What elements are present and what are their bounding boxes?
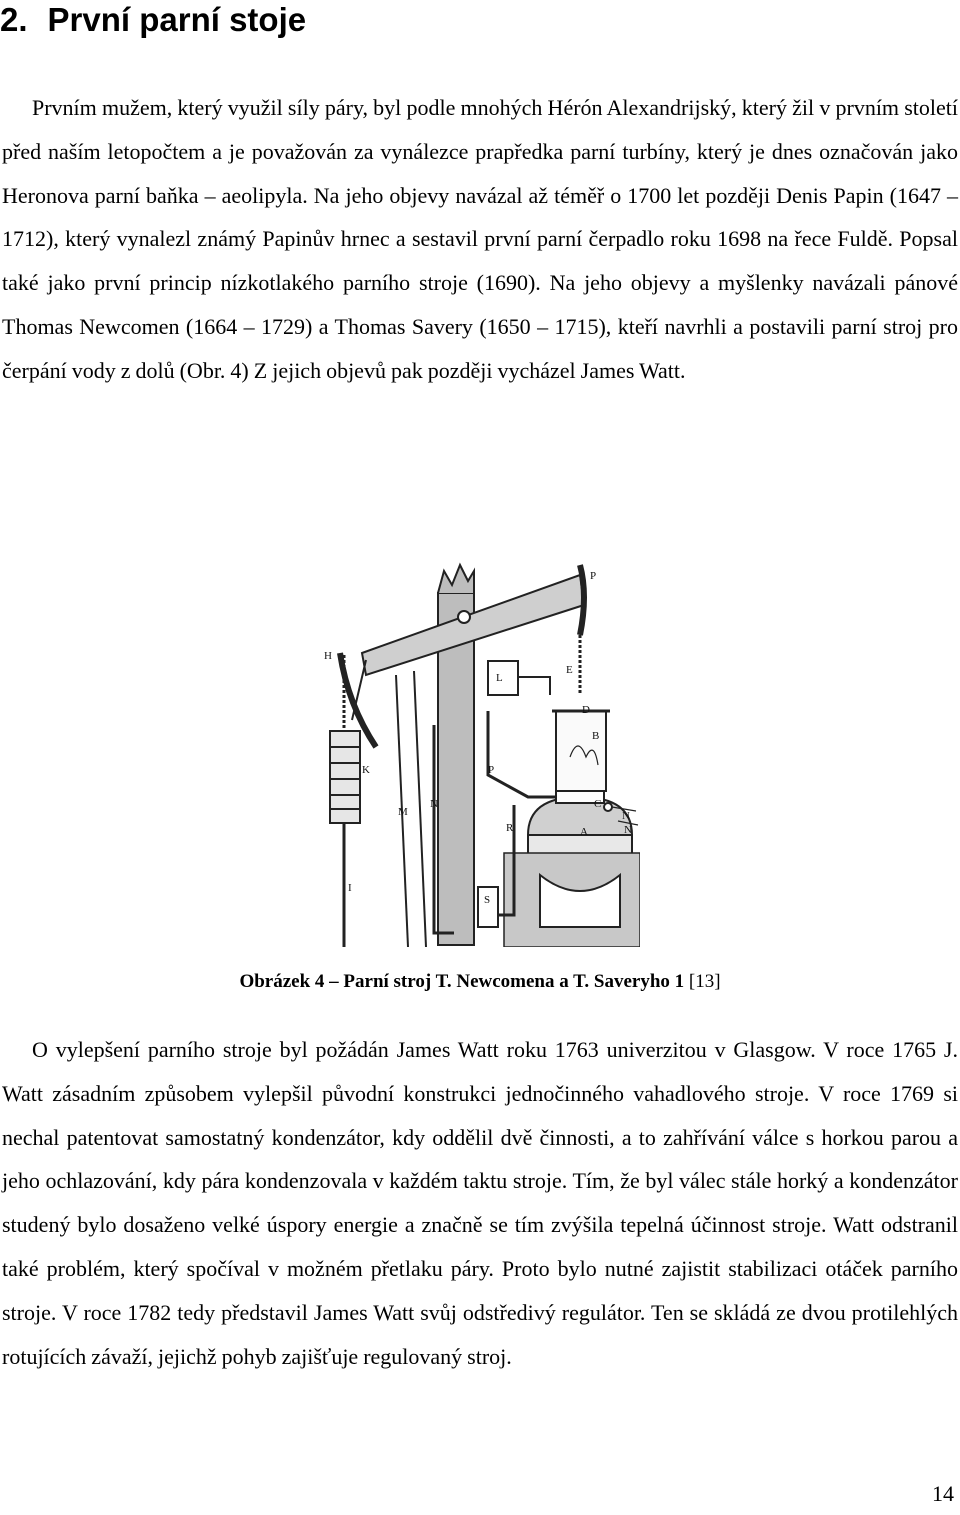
beam-pivot (458, 611, 470, 623)
label-c: C (594, 798, 602, 810)
paragraph-2-text: O vylepšení parního stroje byl požádán James Watt roku 1763 univerzitou v Glasgow. V roce 1765 J. Watt zásadním způsobem vylepšil původní konstrukci jednočinného vahadlového stroje. V roce 1769 si nechal patentovat samostatný kondenzátor, kdy oddělil dvě činnosti, a to zahřívání válce s horkou parou a jeho ochlazování, kdy pára kondenzovala v každém taktu stroje. Tím, že byl válec stále horký a kondenzátor studený bylo dosaženo velké úspory energie a značně se tím zvýšila tepelná účinnost stroje. Watt odstranil také problém, který spočíval v možném přetlaku páry. Proto bylo nutné zajistit stabilizaci otáček parního stroje. V roce 1782 tedy představil James Watt svůj odstředivý regulátor. Ten se skládá ze dvou protilehlých rotujících závaží, jejichž pohyb zajišťuje regulovaný stroj. (2, 1037, 958, 1369)
box-l (488, 661, 518, 695)
rod-n (414, 671, 426, 947)
label-h: H (324, 650, 332, 662)
label-i: I (348, 882, 352, 894)
label-k: K (362, 764, 370, 776)
label-a: A (580, 826, 588, 838)
section-number: 2. (0, 1, 28, 38)
newcomen-engine-illustration (318, 535, 640, 947)
section-title: První parní stoje (47, 1, 307, 38)
paragraph-1-text: Prvním mužem, který využil síly páry, byl podle mnohých Hérón Alexandrijský, který žil v prvním století před naším letopočtem a je považován za vynálezce prapředka parní turbíny, který je dnes označován jako Heronova parní baňka – aeolipyla. Na jeho objevy navázal až téměř o 1700 let později Denis Papin (1647 – 1712), který vynalezl známý Papinův hrnec a sestavil první parní čerpadlo roku 1698 na řece Fuldě. Popsal také jako první princip nízkotlakého parního stroje (1690). Na jeho objevy a myšlenky navázali pánové Thomas Newcomen (1664 – 1729) a Thomas Savery (1650 – 1715), kteří navrhli a postavili parní stroj pro čerpání vody z dolů (Obr. 4) Z jejich objevů pak později vycházel James Watt. (2, 95, 958, 383)
figure-caption-reference: [13] (688, 971, 721, 992)
figure-caption-title: Obrázek 4 – Parní stroj T. Newcomena a T. Saveryho 1 (239, 971, 685, 992)
valve-c (604, 803, 612, 811)
section-heading (0, 0, 306, 40)
page-number: 14 (932, 1481, 954, 1506)
tank-s (478, 887, 498, 927)
paragraph-1 (2, 86, 958, 392)
pipe-p (488, 711, 558, 797)
label-l: L (496, 672, 503, 684)
label-r: R (506, 822, 514, 834)
label-b: B (592, 730, 600, 742)
engine-drawing (318, 535, 640, 947)
pipe-l (518, 677, 550, 695)
label-n-small-1: N (622, 810, 630, 822)
label-s: S (484, 894, 491, 906)
label-m: M (398, 806, 408, 818)
pillar-top (438, 565, 474, 593)
cylinder-b (556, 711, 606, 791)
label-n-small-2: N (624, 824, 632, 836)
paragraph-2 (2, 1028, 958, 1378)
label-p-mid: P (488, 764, 495, 776)
label-p-top: P (590, 570, 597, 582)
label-e: E (566, 664, 573, 676)
label-n: N (430, 798, 438, 810)
figure-caption (0, 968, 960, 996)
label-d: D (582, 704, 590, 716)
